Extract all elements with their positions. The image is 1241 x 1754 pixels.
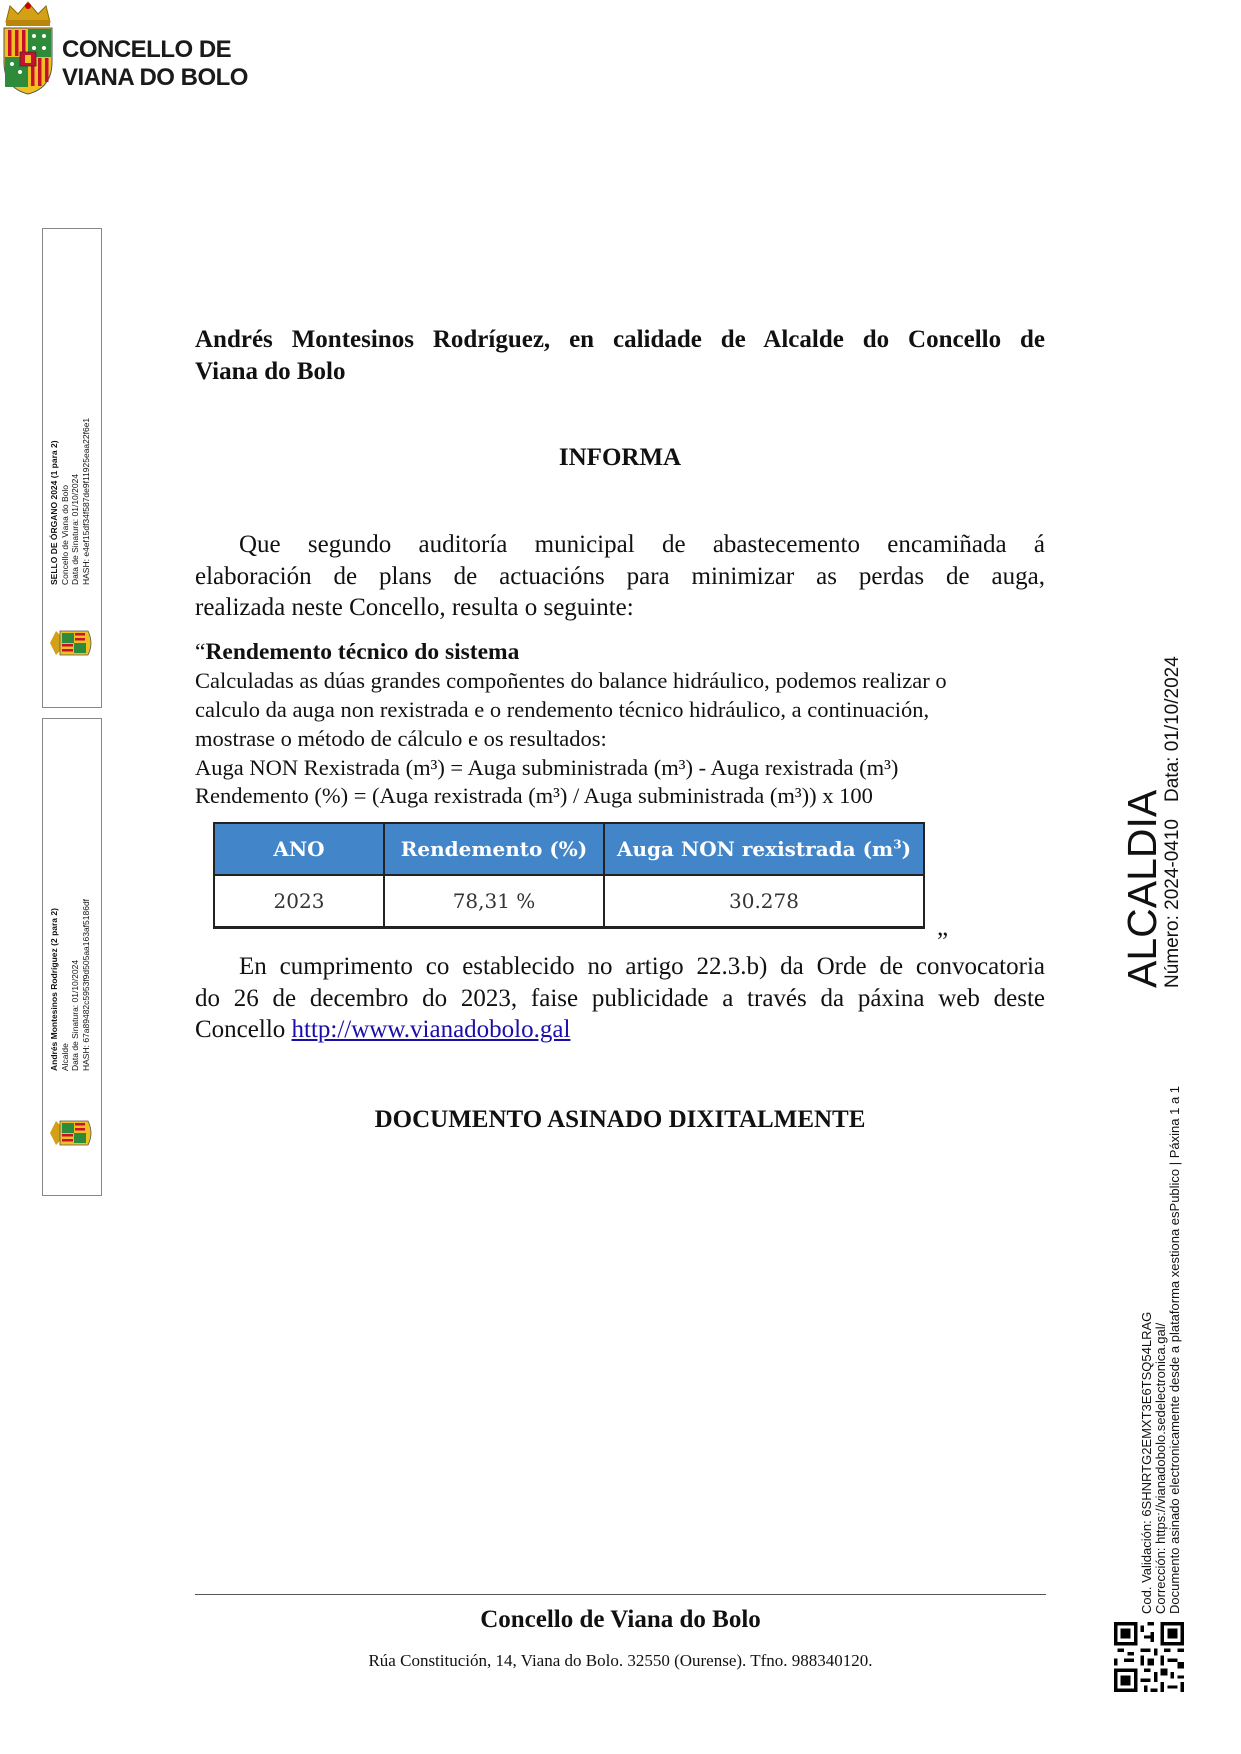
signature-stamp-1 xyxy=(42,228,102,708)
table-cell-year: 2023 xyxy=(214,875,384,928)
logo-line2: VIANA DO BOLO xyxy=(62,64,248,91)
table-header-close: ) xyxy=(901,837,912,861)
qr-code-icon xyxy=(1114,1622,1184,1692)
document-date: Data: 01/10/2024 xyxy=(1162,656,1183,802)
method-line-2: calculo da auga non rexistrada e o rendemento técnico hidráulico, a continuación, xyxy=(195,697,930,722)
para1-line1: Que segundo auditoría municipal de abastecemento encamiñada á xyxy=(239,531,1045,558)
section-title: Rendemento técnico do sistema xyxy=(205,639,520,665)
paragraph-1 xyxy=(195,529,1045,624)
stamp-2-text xyxy=(49,899,91,1071)
results-table xyxy=(213,822,925,929)
para1-line2: elaboración de plans de actuacións para minimizar as perdas de auga, xyxy=(195,562,1045,590)
method-line-1: Calculadas as dúas grandes compoñentes do balance hidráulico, podemos realizar o xyxy=(195,668,947,693)
stamp-2-title: Andrés Montesinos Rodríguez (2 para 2) xyxy=(49,908,59,1071)
verification-url: Corrección: https://vianadobolo.sedelectronica.gal/ xyxy=(1153,1322,1168,1614)
table-header-auga-non-text: Auga NON rexistrada (m xyxy=(616,837,894,861)
stamp-1-line3: Data de Sinatura: 01/10/2024 xyxy=(70,473,80,585)
section-title-line xyxy=(195,638,519,667)
stamp-1-text xyxy=(49,418,91,585)
stamp-1-line4: HASH: e4ef15df34f587de9f11925eaa22f6e1 xyxy=(80,417,91,585)
department-label: ALCALDIA xyxy=(1119,789,1165,988)
footer-divider xyxy=(195,1594,1046,1595)
table-header-row xyxy=(214,823,924,875)
validation-code: Cod. Validación: 6SHNRTG2EMXT3E6TSQ54LRAG xyxy=(1139,1311,1154,1614)
stamp-1-title: SELLO DE ÓRGANO 2024 (1 para 2) xyxy=(49,440,59,585)
para2-prefix: Concello xyxy=(195,1016,286,1043)
table-header-ano: ANO xyxy=(214,823,384,875)
para2-line2: do 26 de decembro do 2023, faise publicidade a través da páxina web deste xyxy=(195,984,1045,1012)
signed-platform-note: Documento asinado electronicamente desde a plataforma xestiona esPublico | Páxina 1 a 1 xyxy=(1167,1085,1182,1614)
open-quote: “ xyxy=(195,639,206,665)
table-header-superscript: 3 xyxy=(893,837,902,852)
table-header-rendemento: Rendemento (%) xyxy=(384,823,604,875)
signature-stamp-2 xyxy=(42,718,102,1196)
document-number: Número: 2024-0410 xyxy=(1162,819,1183,988)
table-cell-rendemento: 78,31 % xyxy=(384,875,604,928)
website-link[interactable]: http://www.vianadobolo.gal xyxy=(291,1016,571,1043)
signed-notice: DOCUMENTO ASINADO DIXITALMENTE xyxy=(374,1106,866,1133)
municipality-logo xyxy=(0,0,260,96)
stamp-2-crest-icon xyxy=(48,1117,96,1149)
logo-line1: CONCELLO DE xyxy=(62,36,232,63)
stamp-2-line4: HASH: 67a89482c5953f9d505aa163af5186df xyxy=(80,898,91,1071)
stamp-2-line2: Alcalde xyxy=(59,1043,70,1071)
stamp-1-crest-icon xyxy=(48,627,96,659)
intro-line2: Viana do Bolo xyxy=(195,357,346,385)
para1-line3: realizada neste Concello, resulta o seguinte: xyxy=(195,594,634,621)
paragraph-2 xyxy=(195,951,1045,1046)
footer-address: Rúa Constitución, 14, Viana do Bolo. 32550 (Ourense). Tfno. 988340120. xyxy=(368,1651,873,1670)
intro-paragraph xyxy=(195,324,1045,387)
table-row xyxy=(214,875,924,928)
heading-informa: INFORMA xyxy=(558,444,682,471)
formula-line-2: Rendemento (%) = (Auga rexistrada (m³) / Auga subministrada (m³)) x 100 xyxy=(195,783,873,808)
close-quote: „ xyxy=(937,914,949,941)
stamp-2-line3: Data de Sinatura: 01/10/2024 xyxy=(70,959,80,1071)
para2-line3 xyxy=(195,1014,1045,1046)
table-header-auga-non xyxy=(604,823,924,875)
table-cell-auga-non: 30.278 xyxy=(604,875,924,928)
formula-line-1: Auga NON Rexistrada (m³) = Auga subministrada (m³) - Auga rexistrada (m³) xyxy=(195,755,899,780)
method-line-3: mostrase o método de cálculo e os resultados: xyxy=(195,726,607,751)
intro-line1: Andrés Montesinos Rodríguez, en calidade de Alcalde do Concello de xyxy=(195,326,1045,353)
coat-of-arms-icon xyxy=(0,0,56,96)
stamp-1-line2: Concello de Viana do Bolo xyxy=(59,484,70,585)
footer-title: Concello de Viana do Bolo xyxy=(480,1606,761,1633)
para2-line1: En cumprimento co establecido no artigo 22.3.b) da Orde de convocatoria xyxy=(239,953,1045,980)
